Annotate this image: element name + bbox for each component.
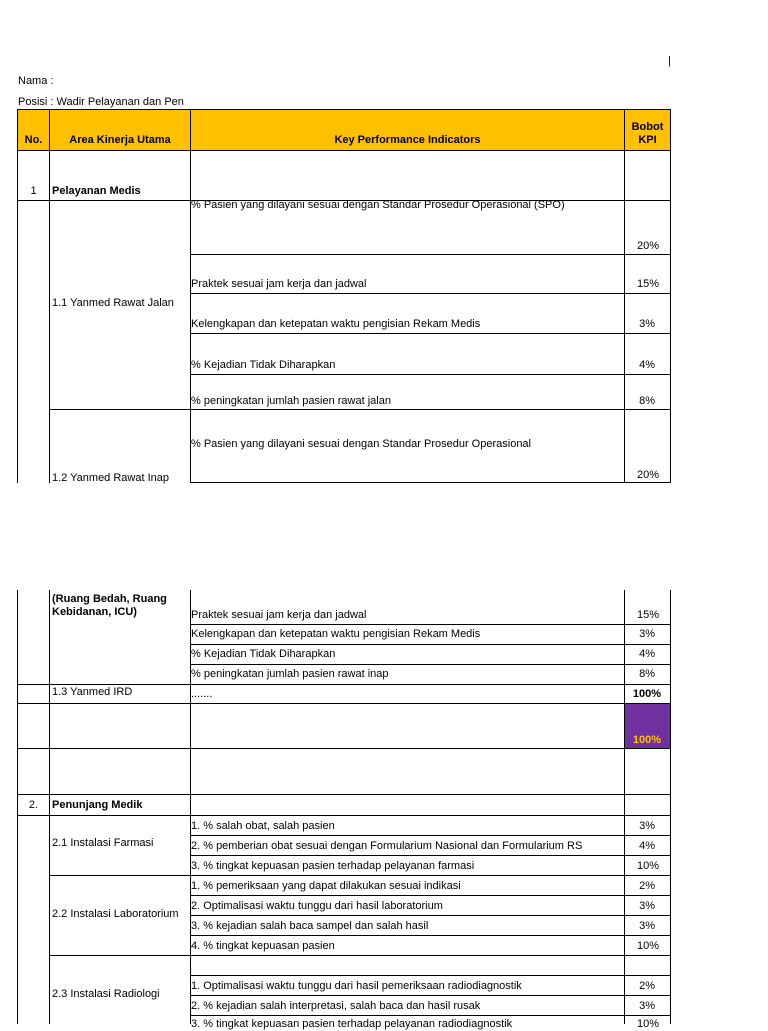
- sub-area-label: 1.1 Yanmed Rawat Jalan: [52, 297, 174, 309]
- kpi-weight: 3%: [639, 628, 655, 640]
- kpi-text: 2. % pemberian obat sesuai dengan Formularium Nasional dan Formularium RS: [191, 840, 583, 852]
- section-number: 1: [30, 185, 37, 197]
- sub-area-label: 1.3 Yanmed IRD: [52, 686, 133, 698]
- name-label: Nama :: [18, 75, 54, 87]
- kpi-weight: 3%: [639, 820, 655, 832]
- kpi-weight: 3%: [639, 900, 655, 912]
- sub-area-label: 2.3 Instalasi Radiologi: [52, 988, 160, 1000]
- kpi-weight: 20%: [636, 469, 659, 481]
- kpi-text: % Kejadian Tidak Diharapkan: [191, 648, 336, 660]
- sub-area-label-cont: Kebidanan, ICU): [52, 606, 137, 618]
- kpi-weight: 10%: [636, 940, 659, 952]
- kpi-text: 2. % kejadian salah interpretasi, salah baca dan hasil rusak: [191, 1000, 481, 1012]
- sub-area-label: 1.2 Yanmed Rawat Inap: [52, 472, 170, 484]
- header-kpi-weight: KPI: [638, 134, 657, 146]
- kpi-weight: 4%: [639, 840, 655, 852]
- header-area: Area Kinerja Utama: [69, 134, 171, 146]
- kpi-text: Praktek sesuai jam kerja dan jadwal: [191, 609, 367, 621]
- kpi-weight: 10%: [636, 860, 659, 872]
- kpi-text: Praktek sesuai jam kerja dan jadwal: [191, 278, 367, 290]
- kpi-weight: 8%: [639, 395, 655, 407]
- section-title: Pelayanan Medis: [52, 185, 141, 197]
- kpi-text: 1. % salah obat, salah pasien: [191, 820, 335, 832]
- section-number: 2.: [28, 799, 39, 811]
- section-title: Penunjang Medik: [52, 799, 143, 811]
- kpi-text: % Kejadian Tidak Diharapkan: [191, 359, 336, 371]
- kpi-weight: 3%: [639, 318, 655, 330]
- kpi-text: % Pasien yang dilayani sesuai dengan Standar Prosedur Operasional: [191, 438, 531, 450]
- kpi-text: .......: [191, 688, 213, 700]
- kpi-weight: 2%: [639, 980, 655, 992]
- kpi-weight: 20%: [636, 240, 659, 252]
- kpi-weight: 4%: [639, 359, 655, 371]
- header-kpi: Key Performance Indicators: [334, 134, 481, 146]
- kpi-text: 1. Optimalisasi waktu tunggu dari hasil pemeriksaan radiodiagnostik: [191, 980, 522, 992]
- kpi-weight: 3%: [639, 1000, 655, 1012]
- kpi-weight: 100%: [632, 688, 661, 700]
- header-no: No.: [24, 134, 43, 146]
- sub-area-label: 2.1 Instalasi Farmasi: [52, 837, 154, 849]
- corner-mark: |: [668, 55, 671, 67]
- kpi-weight: 8%: [639, 668, 655, 680]
- kpi-weight: 15%: [636, 609, 659, 621]
- kpi-weight: 10%: [636, 1018, 659, 1030]
- kpi-text: 3. % kejadian salah baca sampel dan salah hasil: [191, 920, 429, 932]
- kpi-weight: 4%: [639, 648, 655, 660]
- kpi-text: 2. Optimalisasi waktu tunggu dari hasil laboratorium: [191, 900, 443, 912]
- kpi-weight: 15%: [636, 278, 659, 290]
- kpi-text: % peningkatan jumlah pasien rawat inap: [191, 668, 389, 680]
- kpi-text: 3. % tingkat kepuasan pasien terhadap pelayanan radiodiagnostik: [191, 1018, 513, 1030]
- kpi-text: Kelengkapan dan ketepatan waktu pengisian Rekam Medis: [191, 628, 481, 640]
- kpi-text: % peningkatan jumlah pasien rawat jalan: [191, 395, 391, 407]
- sub-area-label-cont: (Ruang Bedah, Ruang: [52, 593, 167, 605]
- kpi-weight: 3%: [639, 920, 655, 932]
- kpi-text: Kelengkapan dan ketepatan waktu pengisian Rekam Medis: [191, 318, 481, 330]
- position-label: Posisi : Wadir Pelayanan dan Pen: [18, 96, 184, 108]
- total-weight: 100%: [632, 734, 661, 746]
- kpi-text: 1. % pemeriksaan yang dapat dilakukan sesuai indikasi: [191, 880, 461, 892]
- kpi-text: % Pasien yang dilayani sesuai dengan Standar Prosedur Operasional (SPO): [191, 199, 565, 211]
- kpi-text: 4. % tingkat kepuasan pasien: [191, 940, 335, 952]
- header-bobot: Bobot: [631, 121, 664, 133]
- kpi-text: 3. % tingkat kepuasan pasien terhadap pelayanan farmasi: [191, 860, 475, 872]
- sub-area-label: 2.2 Instalasi Laboratorium: [52, 908, 179, 920]
- kpi-weight: 2%: [639, 880, 655, 892]
